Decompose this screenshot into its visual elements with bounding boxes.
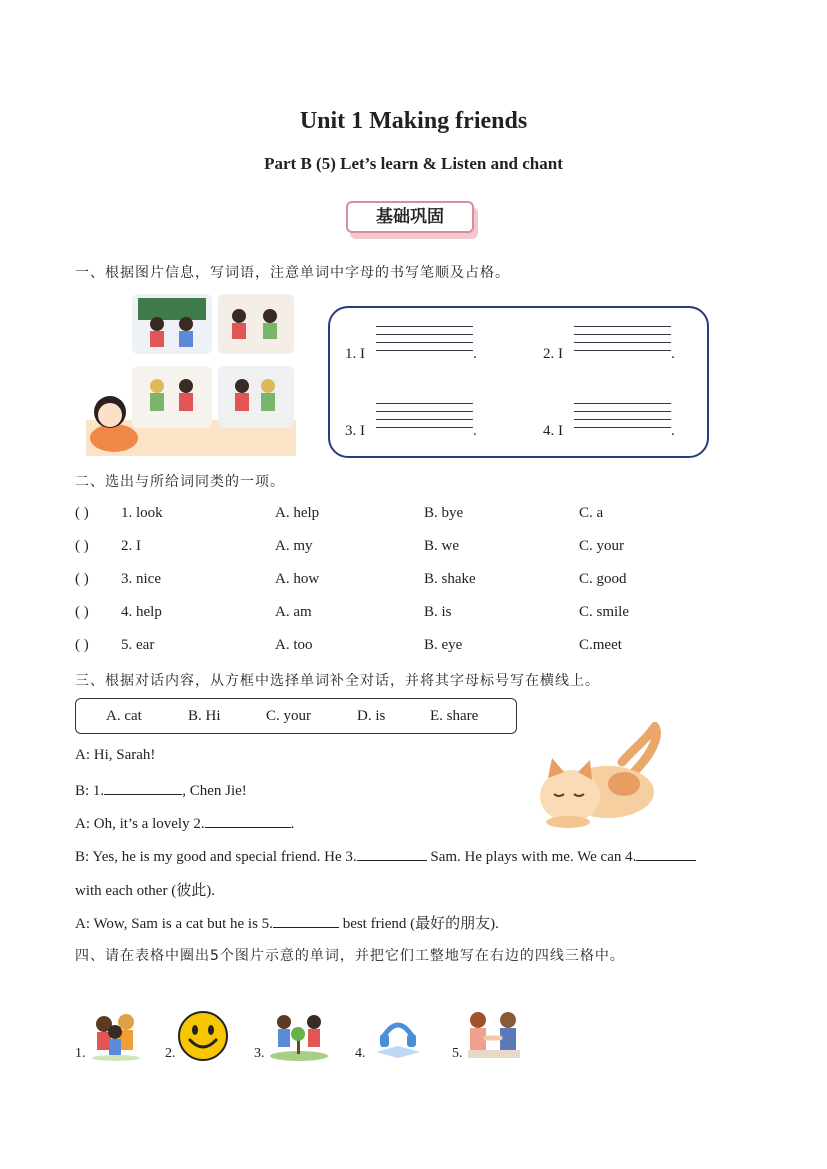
- blank-2[interactable]: [205, 813, 291, 828]
- answer-paren[interactable]: ( ): [75, 538, 89, 554]
- picture-label: 3.: [254, 1046, 265, 1061]
- section-badge: [346, 201, 480, 241]
- word-option: A. cat: [106, 708, 142, 724]
- section1-heading: 一、根据图片信息，写词语，注意单词中字母的书写笔顺及占格。: [75, 265, 510, 281]
- cat-illustration: [530, 722, 670, 830]
- blank-3[interactable]: [357, 846, 427, 861]
- blank-4[interactable]: [636, 846, 696, 861]
- option-a[interactable]: A. how: [275, 571, 320, 587]
- word-option: B. Hi: [188, 708, 221, 724]
- item-2-label: 2. I: [543, 346, 563, 362]
- question-word: 2. I: [121, 538, 141, 554]
- question-word: 4. help: [121, 604, 162, 620]
- option-c[interactable]: C. your: [579, 538, 624, 554]
- dialogue-line-4: B: Yes, he is my good and special friend. He 3. Sam. He plays with me. We can 4.: [75, 846, 696, 866]
- option-b[interactable]: B. we: [424, 538, 459, 554]
- smiley-picture: [177, 1010, 229, 1062]
- word-bank: [75, 698, 517, 734]
- item-3-label: 3. I: [345, 423, 365, 439]
- answer-paren[interactable]: ( ): [75, 505, 89, 521]
- picture-label: 4.: [355, 1046, 366, 1061]
- question-word: 3. nice: [121, 571, 161, 587]
- handshake-picture: [464, 1008, 524, 1062]
- page-title: Unit 1 Making friends: [299, 108, 528, 134]
- making-friends-illustration: [82, 290, 300, 458]
- word-option: E. share: [430, 708, 479, 724]
- option-c[interactable]: C. smile: [579, 604, 630, 620]
- answer-paren[interactable]: ( ): [75, 571, 89, 587]
- section3-heading: 三、根据对话内容，从方框中选择单词补全对话，并将其字母标号写在横线上。: [75, 673, 600, 689]
- badge-label: 基础巩固: [346, 201, 474, 233]
- option-c[interactable]: C. a: [579, 505, 604, 521]
- section4-heading: 四、请在表格中圈出5个图片示意的单词，并把它们工整地写在右边的四线三格中。: [75, 948, 625, 964]
- writing-lines-1[interactable]: [376, 326, 473, 358]
- item-4-label: 4. I: [543, 423, 563, 439]
- dialogue-line-5: with each other (彼此).: [75, 883, 215, 899]
- option-b[interactable]: B. shake: [424, 571, 476, 587]
- page-subtitle: Part B (5) Let’s learn & Listen and chant: [264, 154, 563, 173]
- picture-label: 2.: [165, 1046, 176, 1061]
- writing-box: 1. I . 2. I . 3. I . 4. I .: [328, 306, 709, 458]
- word-option: C. your: [266, 708, 311, 724]
- headphones-picture: [370, 1010, 426, 1062]
- dialogue-line-6: A: Wow, Sam is a cat but he is 5. best friend (最好的朋友).: [75, 912, 499, 933]
- option-a[interactable]: A. too: [275, 637, 313, 653]
- dialogue-line-2: B: 1. , Chen Jie!: [75, 780, 247, 800]
- planting-picture: [268, 1010, 330, 1062]
- dialogue-line-3: A: Oh, it’s a lovely 2. .: [75, 813, 294, 833]
- writing-lines-2[interactable]: [574, 326, 671, 358]
- picture-label: 1.: [75, 1046, 86, 1061]
- dialogue-line-1: A: Hi, Sarah!: [75, 747, 156, 763]
- option-a[interactable]: A. help: [275, 505, 320, 521]
- writing-lines-4[interactable]: [574, 403, 671, 435]
- picture-label: 5.: [452, 1046, 463, 1061]
- friends-picture: [88, 1010, 144, 1062]
- blank-1[interactable]: [104, 780, 182, 795]
- answer-paren[interactable]: ( ): [75, 604, 89, 620]
- option-b[interactable]: B. is: [424, 604, 452, 620]
- word-option: D. is: [357, 708, 386, 724]
- option-c[interactable]: C. good: [579, 571, 627, 587]
- question-word: 1. look: [121, 505, 163, 521]
- option-b[interactable]: B. eye: [424, 637, 463, 653]
- question-word: 5. ear: [121, 637, 155, 653]
- writing-lines-3[interactable]: [376, 403, 473, 435]
- option-a[interactable]: A. am: [275, 604, 312, 620]
- option-c[interactable]: C.meet: [579, 637, 622, 653]
- answer-paren[interactable]: ( ): [75, 637, 89, 653]
- option-a[interactable]: A. my: [275, 538, 313, 554]
- item-1-label: 1. I: [345, 346, 365, 362]
- blank-5[interactable]: [273, 913, 339, 928]
- section2-heading: 二、选出与所给词同类的一项。: [75, 474, 285, 490]
- option-b[interactable]: B. bye: [424, 505, 464, 521]
